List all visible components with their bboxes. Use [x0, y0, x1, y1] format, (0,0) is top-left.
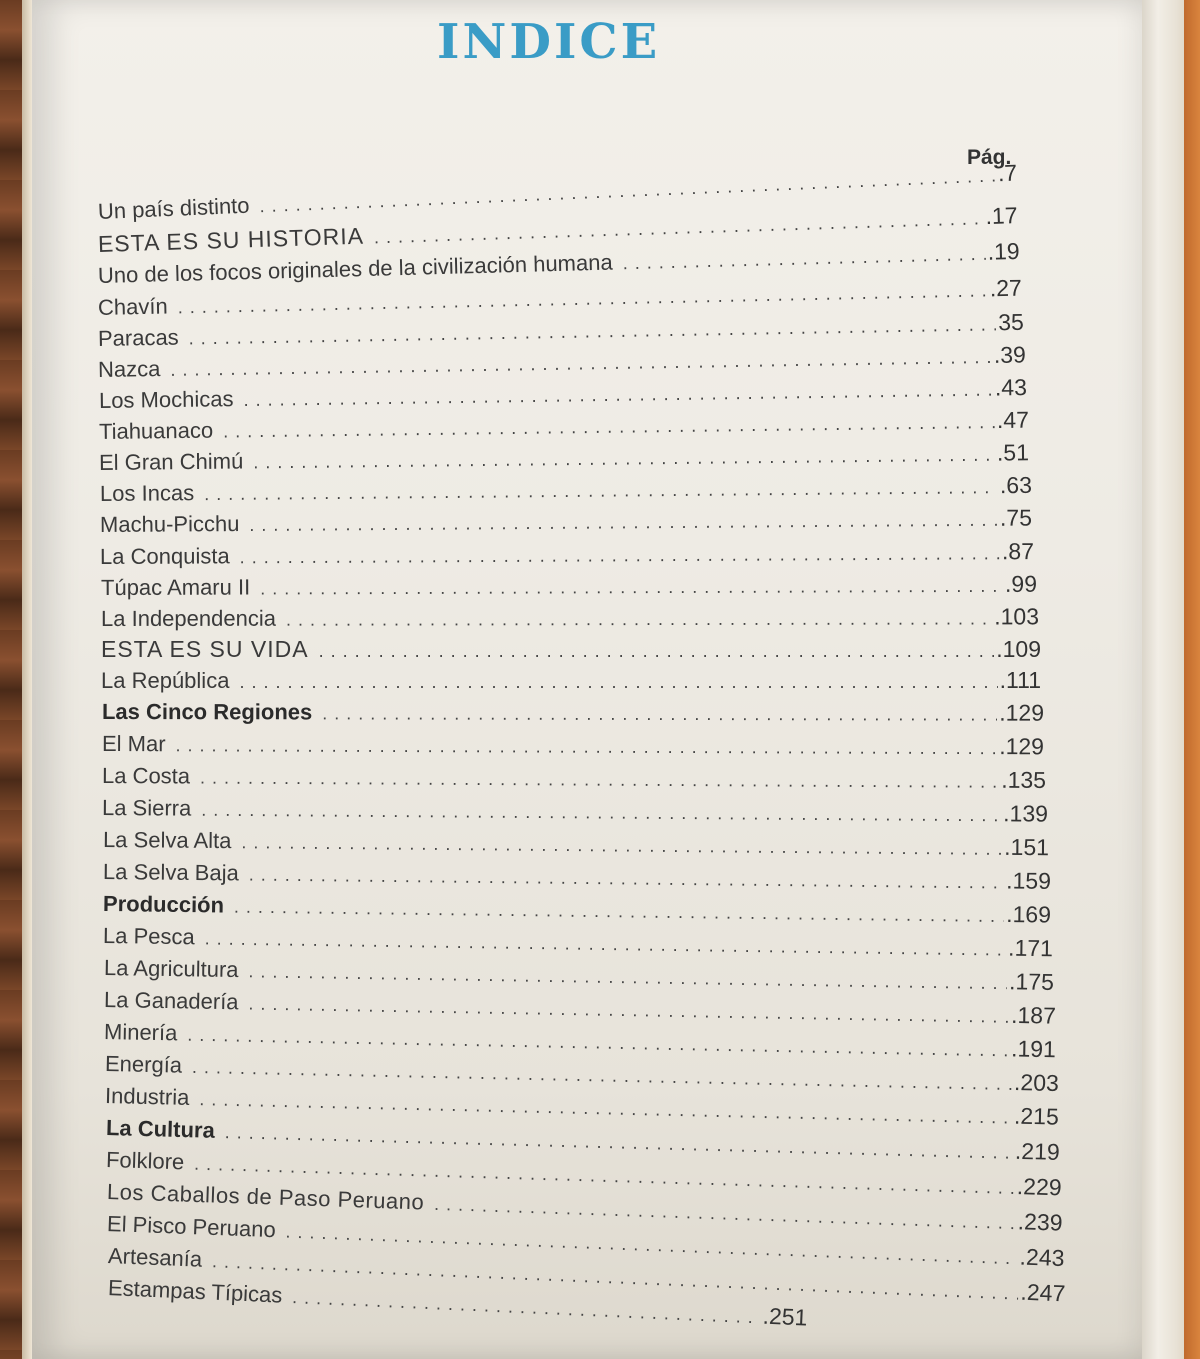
toc-entry-page: .247: [1020, 1278, 1066, 1307]
toc-entry-page: .187: [1010, 1001, 1057, 1029]
toc-entry: [101, 667, 1041, 697]
toc-entry-page: .63: [999, 471, 1033, 499]
toc-entry-page: .251: [762, 1302, 808, 1331]
page-title: INDICE: [437, 14, 661, 70]
dot-leader: [240, 543, 1000, 568]
toc-subsection-heading: [102, 698, 1044, 730]
dot-leader: [223, 412, 995, 442]
toc-entry-page: .239: [1017, 1208, 1063, 1236]
toc-entry-page: .7: [997, 159, 1018, 187]
toc-entry-label: La Sierra: [101, 795, 192, 821]
toc-entry-label: ESTA ES SU VIDA: [101, 636, 309, 662]
toc-entry-label: El Gran Chimú: [98, 448, 244, 475]
toc-entry-page: .129: [999, 699, 1045, 726]
index-page: [32, 0, 1142, 1359]
toc-entry-page: .243: [1019, 1243, 1065, 1272]
dot-leader: [249, 510, 998, 536]
toc-entry: [100, 472, 1032, 510]
toc-entry-page: .159: [1006, 867, 1052, 894]
toc-entry-page: .171: [1007, 934, 1054, 962]
toc-entry-label: Uno de los focos originales de la civilización humana: [97, 249, 613, 288]
toc-entry-page: .99: [1004, 570, 1038, 597]
toc-entry-label: Producción: [102, 891, 225, 918]
toc-entry-page: .111: [999, 667, 1041, 693]
toc-entry-label: La Pesca: [102, 923, 195, 950]
toc-entry-page: .203: [1013, 1069, 1060, 1096]
toc-entry-page: .75: [999, 504, 1033, 531]
toc-entry-label: La Selva Baja: [102, 859, 239, 886]
toc-entry-label: La República: [101, 668, 230, 693]
toc-entry-page: 35: [998, 308, 1025, 336]
dot-leader: [243, 380, 993, 411]
table-of-contents: [32, 0, 1142, 1359]
toc-entry-page: .39: [993, 341, 1027, 368]
toc-entry-label: Túpac Amaru II: [100, 574, 251, 600]
toc-entry-page: .135: [1001, 766, 1047, 793]
page-column-header: Pág.: [967, 146, 1012, 169]
toc-entry-label: Los Mochicas: [98, 386, 234, 413]
toc-entry-label: La Conquista: [99, 543, 230, 569]
toc-entry-page: .19: [987, 237, 1020, 265]
toc-entry-page: .175: [1008, 968, 1055, 995]
toc-entry-label: Folklore: [105, 1147, 185, 1175]
dot-leader: [234, 897, 1004, 927]
dot-leader: [201, 800, 1001, 827]
toc-entry-label: Estampas Típicas: [107, 1275, 283, 1308]
toc-entry-page: .43: [994, 374, 1028, 401]
dot-leader: [241, 832, 1002, 860]
toc-entry-label: La Cultura: [105, 1115, 216, 1143]
dot-leader: [622, 244, 986, 274]
toc-entry-page: .27: [989, 274, 1023, 302]
toc-entry-page: .103: [994, 603, 1040, 630]
toc-entry-page: .129: [999, 733, 1045, 760]
toc-entry-label: La Costa: [101, 763, 191, 789]
dot-leader: [248, 961, 1007, 994]
toc-entry-page: .229: [1016, 1173, 1063, 1201]
toc-entry-label: Machu-Picchu: [99, 511, 240, 537]
toc-entry-label: La Selva Alta: [102, 827, 232, 854]
toc-entry-page: .151: [1004, 833, 1050, 861]
toc-entry-label: Industria: [104, 1083, 190, 1110]
toc-entry-label: Los Incas: [99, 480, 195, 506]
toc-entry-label: Un país distinto: [97, 192, 250, 224]
toc-entry-page: .169: [1006, 901, 1052, 928]
dot-leader: [253, 445, 995, 474]
toc-entry-page: .17: [985, 202, 1018, 230]
toc-entry: [102, 762, 1046, 797]
toc-entry-label: La Agricultura: [103, 955, 239, 983]
toc-entry-label: La Independencia: [100, 605, 276, 631]
toc-entry: [100, 504, 1032, 541]
dot-leader: [204, 477, 998, 505]
toc-entry-label: El Pisco Peruano: [106, 1211, 277, 1243]
toc-entry-page: .87: [1001, 538, 1035, 565]
toc-entry-page: .191: [1010, 1035, 1057, 1063]
toc-entry: [101, 603, 1039, 635]
toc-entry-page: .215: [1013, 1102, 1060, 1130]
page-gutter: [22, 0, 32, 1359]
toc-section-heading: [101, 636, 1041, 666]
toc-entry-label: Chavín: [97, 293, 168, 320]
toc-entry-label: Artesanía: [107, 1243, 203, 1272]
toc-entry-label: Energía: [104, 1051, 183, 1078]
toc-entry-label: Paracas: [97, 324, 179, 351]
toc-entry: [100, 538, 1034, 573]
toc-entry-label: ESTA ES SU HISTORIA: [97, 222, 365, 257]
dot-leader: [239, 672, 997, 693]
toc-entry: [101, 571, 1037, 604]
toc-entry-label: Tiahuanaco: [98, 417, 214, 444]
dot-leader: [176, 735, 998, 759]
dot-leader: [322, 703, 997, 725]
toc-entry-label: Minería: [103, 1019, 178, 1046]
toc-entry-label: Nazca: [97, 356, 161, 382]
dot-leader: [200, 768, 999, 793]
dot-leader: [205, 928, 1007, 960]
toc-entry-page: .139: [1003, 800, 1049, 827]
toc-entry: [102, 730, 1044, 763]
toc-entry-page: .47: [996, 406, 1030, 434]
toc-entry-label: El Mar: [101, 731, 166, 757]
dot-leader: [260, 576, 1003, 600]
dot-leader: [319, 641, 995, 662]
toc-entry-page: .219: [1014, 1137, 1061, 1165]
book-cover-edge: [0, 0, 22, 1359]
toc-entry-label: Los Caballos de Paso Peruano: [106, 1179, 425, 1215]
toc-entry-label: Las Cinco Regiones: [101, 699, 313, 725]
toc-entry-label: La Ganadería: [103, 987, 239, 1015]
toc-entry-page: .109: [996, 636, 1041, 662]
table-surface: [1184, 0, 1200, 1359]
toc-entry-page: .51: [996, 439, 1030, 466]
dot-leader: [249, 865, 1005, 894]
toc-entry: [102, 794, 1048, 831]
dot-leader: [286, 608, 992, 630]
